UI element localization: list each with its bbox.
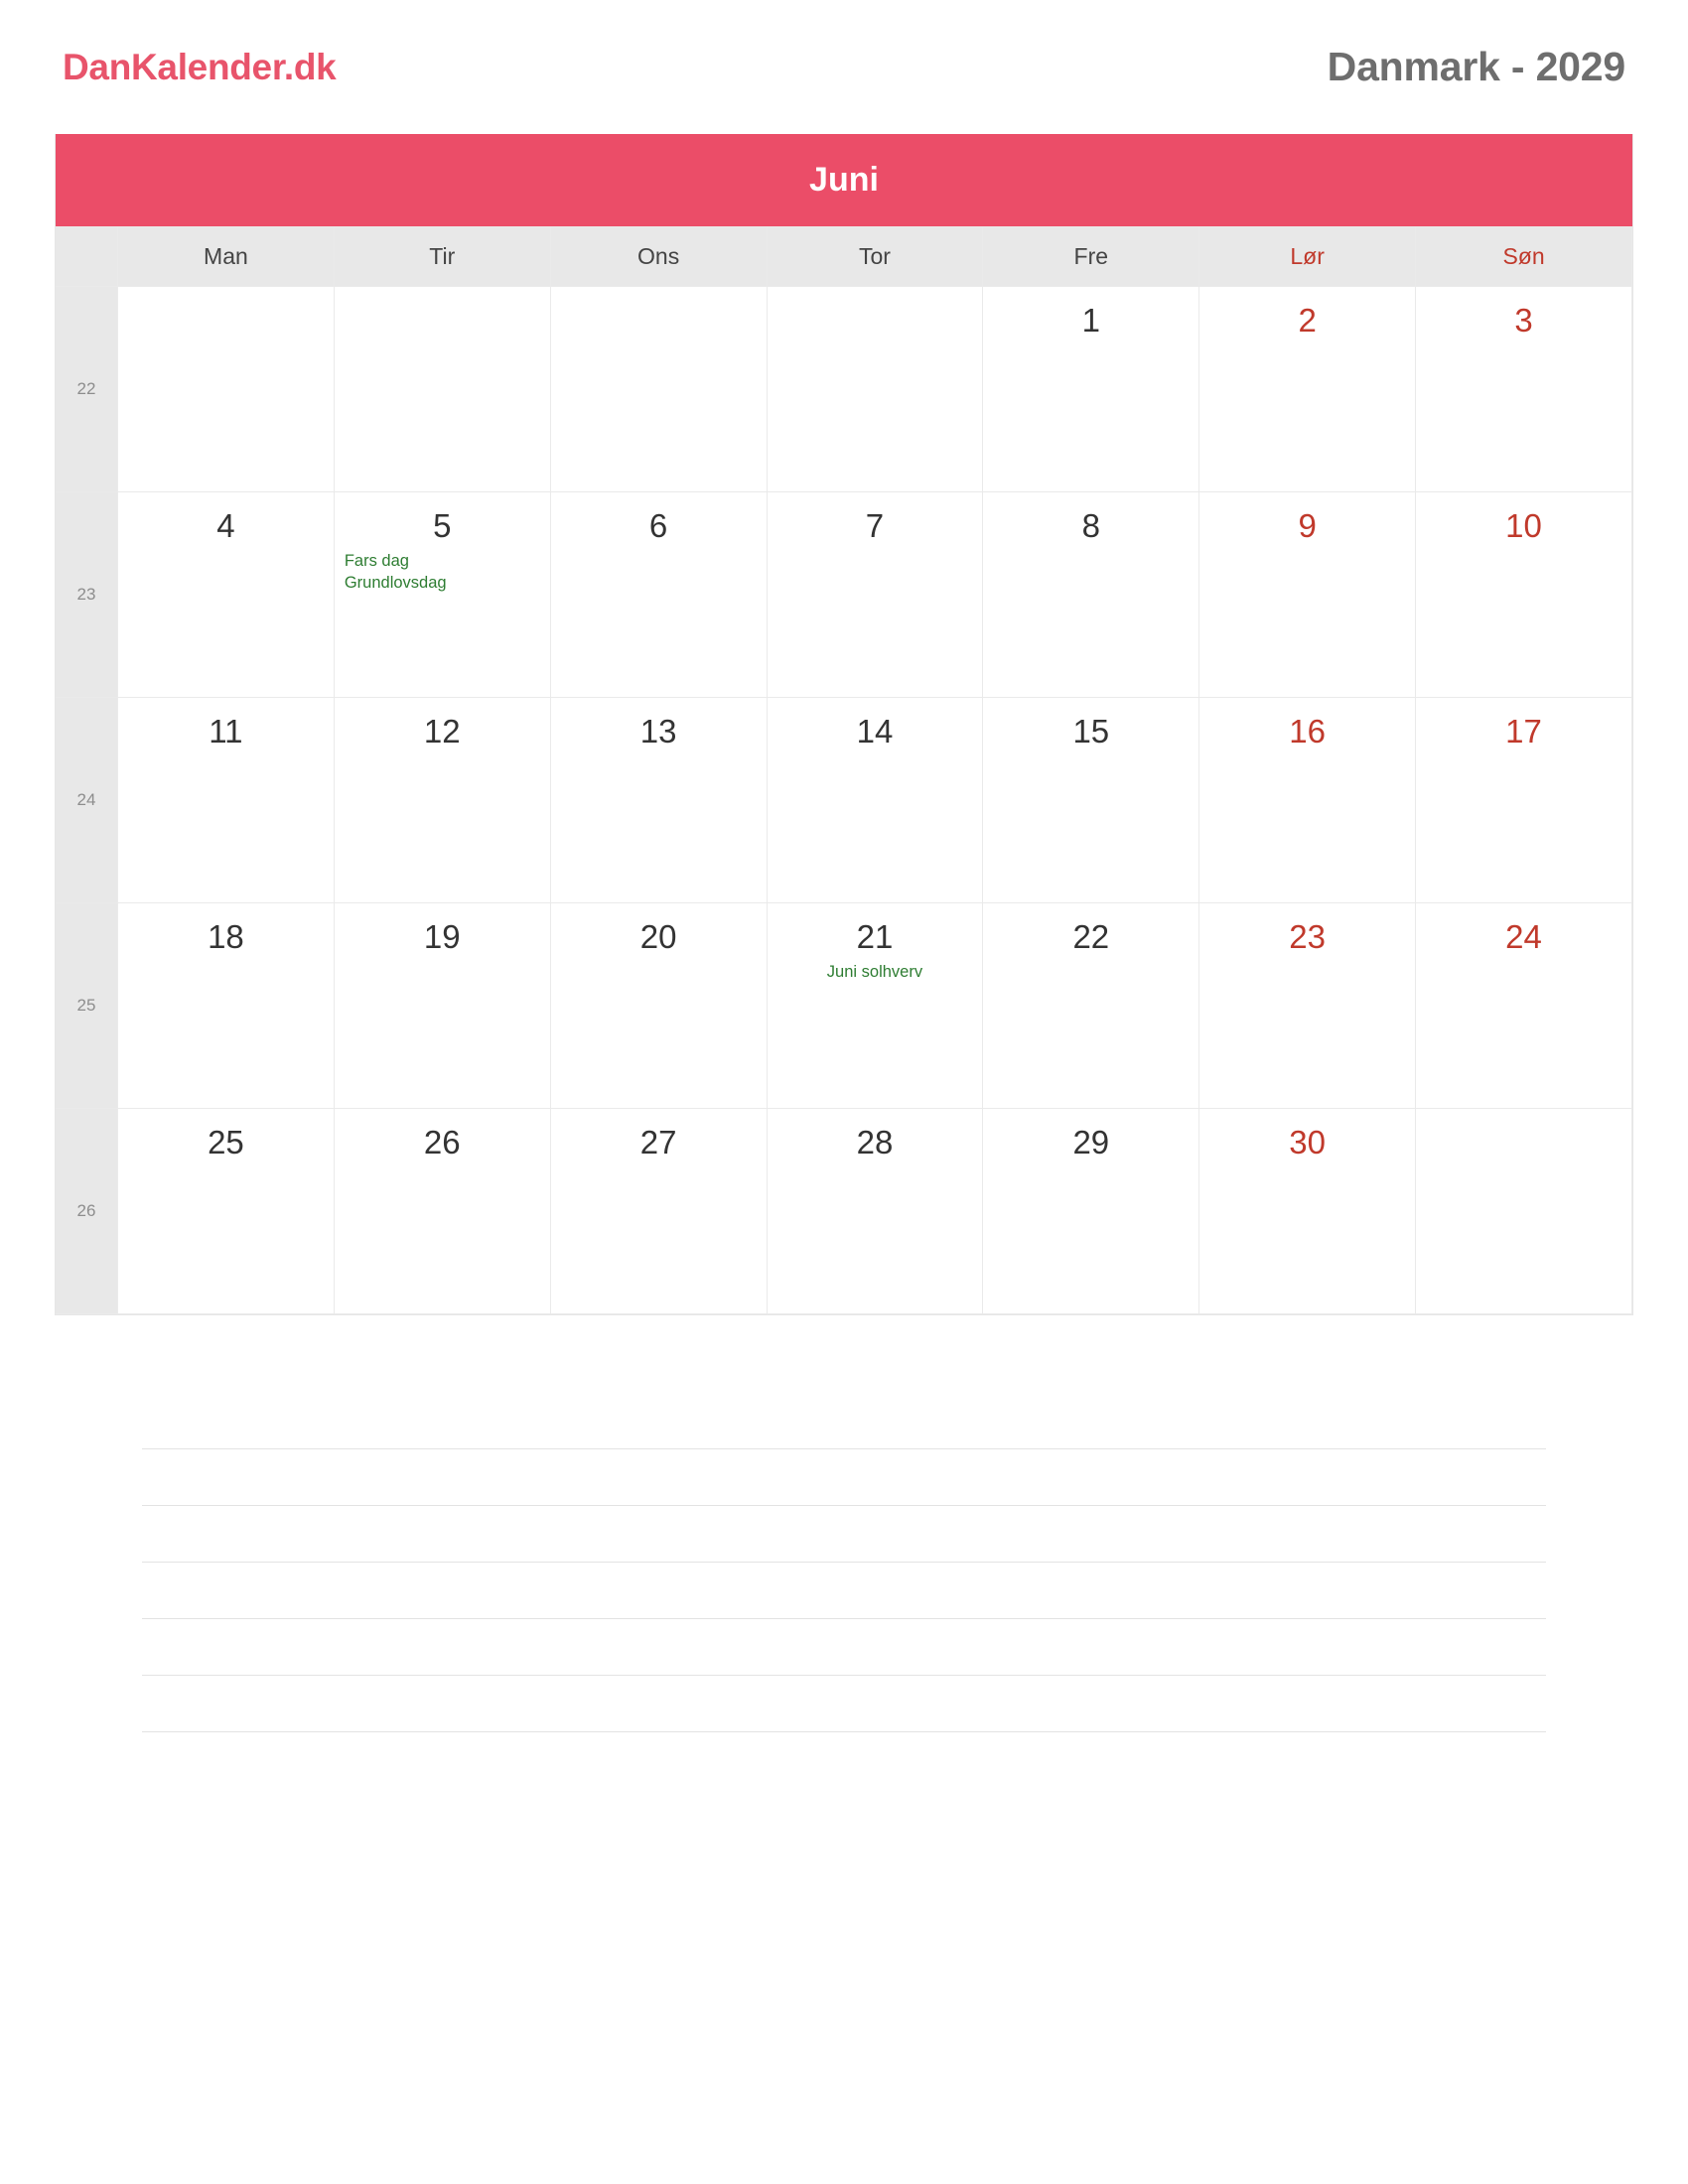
day-number: 18 [208, 918, 244, 955]
note-line[interactable] [610, 1449, 1077, 1506]
calendar-day-cell[interactable] [118, 492, 335, 698]
weekday-header-sat: Lør [1199, 227, 1416, 287]
calendar-day-cell-empty [550, 287, 767, 492]
day-number: 4 [216, 507, 235, 544]
day-number: 19 [423, 918, 461, 955]
weekday-header-thu: Tor [767, 227, 983, 287]
calendar-day-cell[interactable] [767, 698, 983, 903]
day-number: 26 [423, 1124, 461, 1160]
note-line[interactable] [142, 1393, 610, 1449]
calendar-day-cell[interactable] [118, 903, 335, 1109]
month-title: Juni [56, 134, 1632, 226]
day-number: 8 [1081, 507, 1100, 544]
calendar-day-cell[interactable] [767, 1109, 983, 1314]
day-number: 14 [856, 713, 894, 750]
calendar-day-cell[interactable] [1199, 903, 1416, 1109]
weekday-header-tue: Tir [334, 227, 550, 287]
notes-area [55, 1393, 1633, 1732]
note-line[interactable] [610, 1619, 1077, 1676]
day-number: 7 [865, 507, 885, 544]
day-number [335, 287, 550, 301]
day-number: 30 [1289, 1124, 1326, 1160]
day-number: 15 [1072, 713, 1110, 750]
week-number-cell: 24 [56, 698, 118, 903]
calendar-day-cell[interactable] [334, 903, 550, 1109]
calendar-day-cell[interactable] [1199, 492, 1416, 698]
event-label: Fars dag [344, 552, 409, 570]
week-number-cell: 22 [56, 287, 118, 492]
day-number: 3 [1514, 302, 1533, 339]
note-line[interactable] [1078, 1506, 1546, 1563]
day-number: 10 [1505, 507, 1542, 544]
calendar-day-cell[interactable] [334, 1109, 550, 1314]
weekday-header-row [56, 227, 1632, 287]
week-number-cell: 26 [56, 1109, 118, 1314]
note-line[interactable] [142, 1506, 610, 1563]
calendar-day-cell-empty [118, 287, 335, 492]
day-number: 28 [856, 1124, 894, 1160]
day-number [118, 287, 334, 301]
calendar-week-row [56, 698, 1632, 903]
day-number: 27 [639, 1124, 677, 1160]
calendar-day-cell[interactable] [767, 492, 983, 698]
note-line[interactable] [610, 1563, 1077, 1619]
weekday-header-sun: Søn [1416, 227, 1632, 287]
calendar-day-cell[interactable] [983, 287, 1199, 492]
day-number: 1 [1081, 302, 1100, 339]
note-line[interactable] [610, 1676, 1077, 1732]
day-number: 5 [433, 507, 452, 544]
day-number: 29 [1072, 1124, 1110, 1160]
note-line[interactable] [1078, 1393, 1546, 1449]
weekday-header-mon: Man [118, 227, 335, 287]
day-number: 9 [1298, 507, 1317, 544]
day-number [551, 287, 767, 301]
note-line[interactable] [610, 1506, 1077, 1563]
note-line[interactable] [1078, 1676, 1546, 1732]
calendar-day-cell[interactable] [334, 698, 550, 903]
notes-column [142, 1393, 610, 1732]
calendar-day-cell-empty [767, 287, 983, 492]
calendar-day-cell[interactable] [118, 698, 335, 903]
calendar-day-cell[interactable] [550, 492, 767, 698]
calendar-week-row [56, 903, 1632, 1109]
calendar-day-cell[interactable] [983, 903, 1199, 1109]
calendar-day-cell[interactable] [983, 698, 1199, 903]
calendar-day-cell[interactable] [118, 1109, 335, 1314]
calendar-day-cell-empty [334, 287, 550, 492]
calendar-body [56, 287, 1632, 1314]
day-number: 20 [639, 918, 677, 955]
day-number: 2 [1298, 302, 1317, 339]
week-number-cell: 23 [56, 492, 118, 698]
calendar-day-cell[interactable] [334, 492, 550, 698]
day-number [768, 287, 983, 301]
calendar-day-cell[interactable] [1416, 698, 1632, 903]
day-number: 16 [1289, 713, 1326, 750]
note-line[interactable] [142, 1676, 610, 1732]
site-logo[interactable]: DanKalender.dk [63, 46, 337, 87]
day-number: 13 [639, 713, 677, 750]
page-title: Danmark - 2029 [1327, 44, 1625, 89]
day-number: 12 [423, 713, 461, 750]
weekday-header-fri: Fre [983, 227, 1199, 287]
calendar-container [55, 134, 1633, 1315]
page-header [55, 0, 1633, 134]
day-events [335, 546, 550, 594]
day-number: 23 [1289, 918, 1326, 955]
note-line[interactable] [1078, 1619, 1546, 1676]
day-number: 17 [1505, 713, 1542, 750]
calendar-table [56, 226, 1632, 1314]
calendar-day-cell[interactable] [1416, 492, 1632, 698]
note-line[interactable] [1078, 1449, 1546, 1506]
calendar-day-cell[interactable] [550, 698, 767, 903]
notes-column [610, 1393, 1077, 1732]
day-number [1416, 1109, 1631, 1123]
calendar-week-row [56, 492, 1632, 698]
calendar-week-row [56, 1109, 1632, 1314]
day-number: 6 [648, 507, 668, 544]
calendar-week-row [56, 287, 1632, 492]
calendar-day-cell[interactable] [1199, 287, 1416, 492]
note-line[interactable] [142, 1619, 610, 1676]
day-events [768, 957, 983, 983]
calendar-day-cell[interactable] [1416, 903, 1632, 1109]
day-number: 22 [1072, 918, 1110, 955]
note-line[interactable] [142, 1563, 610, 1619]
notes-column [1078, 1393, 1546, 1732]
week-number-cell: 25 [56, 903, 118, 1109]
calendar-day-cell[interactable] [550, 1109, 767, 1314]
week-number-header [56, 227, 118, 287]
calendar-day-cell[interactable] [1199, 1109, 1416, 1314]
event-label: Juni solhverv [826, 963, 923, 981]
note-line[interactable] [142, 1449, 610, 1506]
calendar-day-cell[interactable] [550, 903, 767, 1109]
event-label: Grundlovsdag [344, 574, 447, 592]
day-number: 25 [208, 1124, 244, 1160]
day-number: 21 [856, 918, 894, 955]
calendar-day-cell[interactable] [983, 492, 1199, 698]
day-number: 24 [1505, 918, 1542, 955]
note-line[interactable] [1078, 1563, 1546, 1619]
day-number: 11 [209, 713, 243, 750]
calendar-day-cell[interactable] [983, 1109, 1199, 1314]
calendar-day-cell-empty [1416, 1109, 1632, 1314]
calendar-day-cell[interactable] [1416, 287, 1632, 492]
weekday-header-wed: Ons [550, 227, 767, 287]
note-line[interactable] [610, 1393, 1077, 1449]
calendar-head [56, 227, 1632, 287]
calendar-day-cell[interactable] [1199, 698, 1416, 903]
calendar-day-cell[interactable] [767, 903, 983, 1109]
